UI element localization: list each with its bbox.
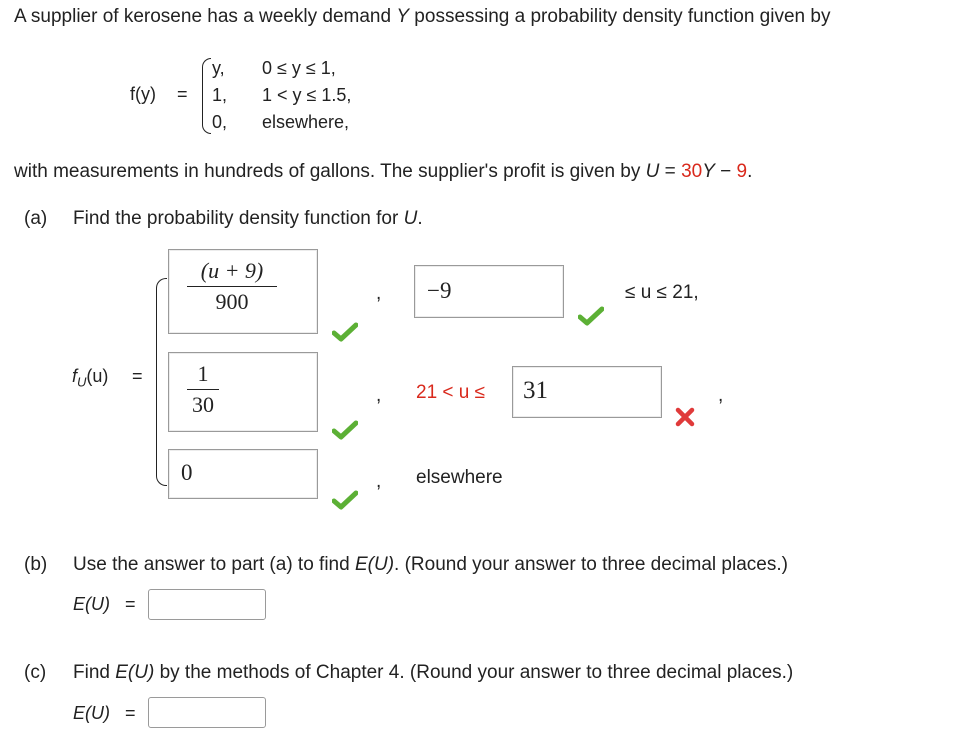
fy-label — [130, 84, 156, 105]
measure-y: Y — [702, 161, 715, 182]
row2-cond-prefix: 21 < u ≤ — [416, 382, 486, 403]
fy-equals: = — [177, 84, 188, 104]
fy-case-value-1: y, — [212, 58, 225, 78]
row1-den: 900 — [215, 289, 249, 315]
row1-cond-text: ≤ u ≤ 21, — [625, 282, 699, 303]
intro-var-y: Y — [396, 6, 410, 27]
row1-comma: , — [376, 283, 382, 304]
intro-part2: possessing a probability density function given by — [409, 6, 831, 27]
part-b-text — [73, 554, 788, 576]
row1-lower-check-icon — [578, 306, 604, 326]
fy-case-cond-1: 0 ≤ y ≤ 1, — [262, 58, 336, 78]
measure-eq: = — [659, 161, 682, 182]
row2-den: 30 — [192, 392, 214, 418]
row1-num: (u + 9) — [200, 258, 264, 283]
fy-case-cond-2: 1 < y ≤ 1.5, — [262, 85, 352, 105]
intro-text — [14, 6, 830, 28]
row2-num: 1 — [197, 361, 209, 386]
measure-main: with measurements in hundreds of gallons. The supplier's profit is given by — [14, 161, 646, 182]
fy-label-text: f(y) — [130, 84, 156, 104]
row2-frac-bar — [187, 389, 219, 390]
row3-value-box[interactable] — [168, 449, 318, 499]
row3-cond: elsewhere — [416, 467, 503, 488]
fy-case-cond-3: elsewhere, — [262, 112, 350, 132]
row3-comma: , — [376, 471, 382, 492]
fy-case-value-2: 1, — [212, 85, 228, 105]
measure-const: 9 — [736, 161, 748, 182]
part-a-period: . — [417, 208, 423, 229]
intro-part1: A supplier of kerosene has a weekly demand — [14, 6, 397, 27]
row2-value-box[interactable] — [168, 352, 318, 432]
row1-value-box[interactable] — [168, 249, 318, 334]
row3-value-check-icon — [332, 490, 358, 510]
part-c-equals: = — [125, 703, 136, 723]
part-b-equals: = — [125, 594, 136, 614]
measure-text — [14, 161, 752, 183]
fu-f: f — [72, 366, 78, 386]
fu-sub: U — [77, 374, 87, 390]
row2-comma2: , — [718, 385, 724, 406]
part-c-answer-input[interactable] — [148, 697, 266, 728]
row2-value-check-icon — [332, 420, 358, 440]
part-c-prefix: Find — [73, 662, 116, 683]
fu-label — [72, 366, 108, 390]
row1-fraction — [187, 258, 277, 315]
part-c-text — [73, 662, 793, 684]
row1-frac-bar — [187, 286, 277, 287]
fu-arg: (u) — [86, 366, 109, 386]
measure-period: . — [747, 161, 753, 182]
row1-value-check-icon — [332, 322, 358, 342]
measure-coef: 30 — [681, 161, 703, 182]
fy-brace — [202, 58, 211, 134]
part-c-label: (c) — [24, 662, 47, 683]
part-b-eu: E(U) — [354, 554, 395, 575]
measure-minus: − — [714, 161, 737, 182]
row2-fraction — [187, 361, 219, 418]
row1-lower-box[interactable] — [414, 265, 564, 318]
part-c-answer-label: E(U) — [73, 703, 110, 723]
row2-upper-value: 31 — [523, 377, 548, 404]
part-a-prefix: Find the probability density function for — [73, 208, 404, 229]
row1-cond-suffix — [625, 282, 699, 304]
part-b-label: (b) — [24, 554, 48, 575]
row2-upper-box[interactable] — [512, 366, 662, 418]
row3-value: 0 — [181, 460, 193, 485]
row2-upper-x-icon — [674, 406, 696, 428]
part-b-answer-input[interactable] — [148, 589, 266, 620]
fu-brace — [156, 278, 167, 486]
fu-equals: = — [132, 366, 143, 386]
row2-comma: , — [376, 385, 382, 406]
part-c-eu: E(U) — [115, 662, 155, 683]
fy-case-value-3: 0, — [212, 112, 228, 132]
part-b-answer-label: E(U) — [73, 594, 110, 614]
measure-u: U — [645, 161, 660, 182]
part-a-u: U — [403, 208, 418, 229]
row1-lower-value: −9 — [427, 278, 452, 303]
part-b-prefix: Use the answer to part (a) to find — [73, 554, 355, 575]
part-b-suffix: . (Round your answer to three decimal places.) — [394, 554, 788, 575]
part-c-suffix: by the methods of Chapter 4. (Round your answer to three decimal places.) — [154, 662, 794, 683]
part-a-label: (a) — [24, 208, 48, 229]
part-a-text — [73, 208, 423, 230]
